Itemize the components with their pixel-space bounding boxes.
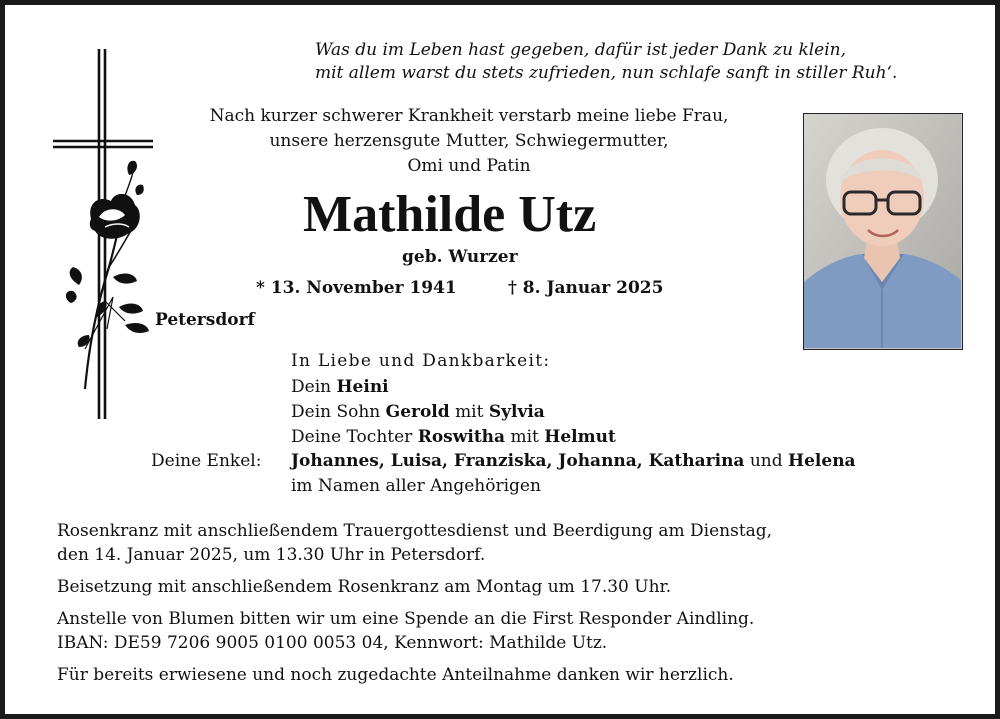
husband-prefix: Dein [291, 377, 332, 397]
cross-with-rose-icon [49, 45, 159, 425]
death-date: † 8. Januar 2025 [508, 278, 664, 298]
son-with: mit [455, 402, 484, 422]
son-partner: Sylvia [488, 402, 545, 422]
poem-line-2: mit allem warst du stets zufrieden, nun schlafe sanft in stiller Ruh‘. [315, 63, 898, 83]
grandchildren-and: und [749, 451, 783, 471]
donation-line-1: Anstelle von Blumen bitten wir um eine Spende an die First Responder Aindling. [57, 609, 755, 629]
daughter-partner: Helmut [544, 427, 616, 447]
thanks-line: Für bereits erwiesene und noch zugedachte Anteilnahme danken wir herzlich. [57, 665, 734, 685]
intro-line-3: Omi und Patin [407, 156, 531, 176]
maiden-name: geb. Wurzer [402, 247, 518, 267]
relatives-line: im Namen aller Angehörigen [291, 476, 541, 496]
service-line-2: den 14. Januar 2025, um 13.30 Uhr in Petersdorf. [57, 545, 486, 565]
grandchildren-last: Helena [788, 451, 856, 471]
intro-line-2: unsere herzensgute Mutter, Schwiegermutter, [269, 131, 669, 151]
residence-place: Petersdorf [155, 310, 255, 330]
daughter-prefix: Deine Tochter [291, 427, 413, 447]
urn-burial-line: Beisetzung mit anschließendem Rosenkranz am Montag um 17.30 Uhr. [57, 577, 672, 597]
grandchildren-line [291, 449, 856, 473]
donation-line-2: IBAN: DE59 7206 9005 0100 0053 04, Kennwort: Mathilde Utz. [57, 633, 608, 653]
poem-line-1: Was du im Leben hast gegeben, dafür ist jeder Dank zu klein, [315, 40, 847, 60]
mourner-son [291, 400, 545, 424]
mourner-husband [291, 375, 389, 399]
son-name: Gerold [385, 402, 450, 422]
grandchildren-names: Johannes, Luisa, Franziska, Johanna, Katharina [291, 451, 745, 471]
grandchildren-label: Deine Enkel: [151, 451, 262, 471]
daughter-name: Roswitha [417, 427, 506, 447]
daughter-with: mit [510, 427, 539, 447]
intro-line-1: Nach kurzer schwerer Krankheit verstarb meine liebe Frau, [209, 106, 729, 126]
portrait-illustration [804, 114, 961, 348]
mourners-heading: In Liebe und Dankbarkeit: [291, 351, 551, 371]
mourner-daughter [291, 425, 616, 449]
deceased-name: Mathilde Utz [303, 186, 597, 243]
portrait-photo [803, 113, 963, 350]
service-line-1: Rosenkranz mit anschließendem Trauergottesdienst und Beerdigung am Dienstag, [57, 521, 773, 541]
son-prefix: Dein Sohn [291, 402, 381, 422]
birth-date: * 13. November 1941 [256, 278, 457, 298]
husband-name: Heini [336, 377, 389, 397]
